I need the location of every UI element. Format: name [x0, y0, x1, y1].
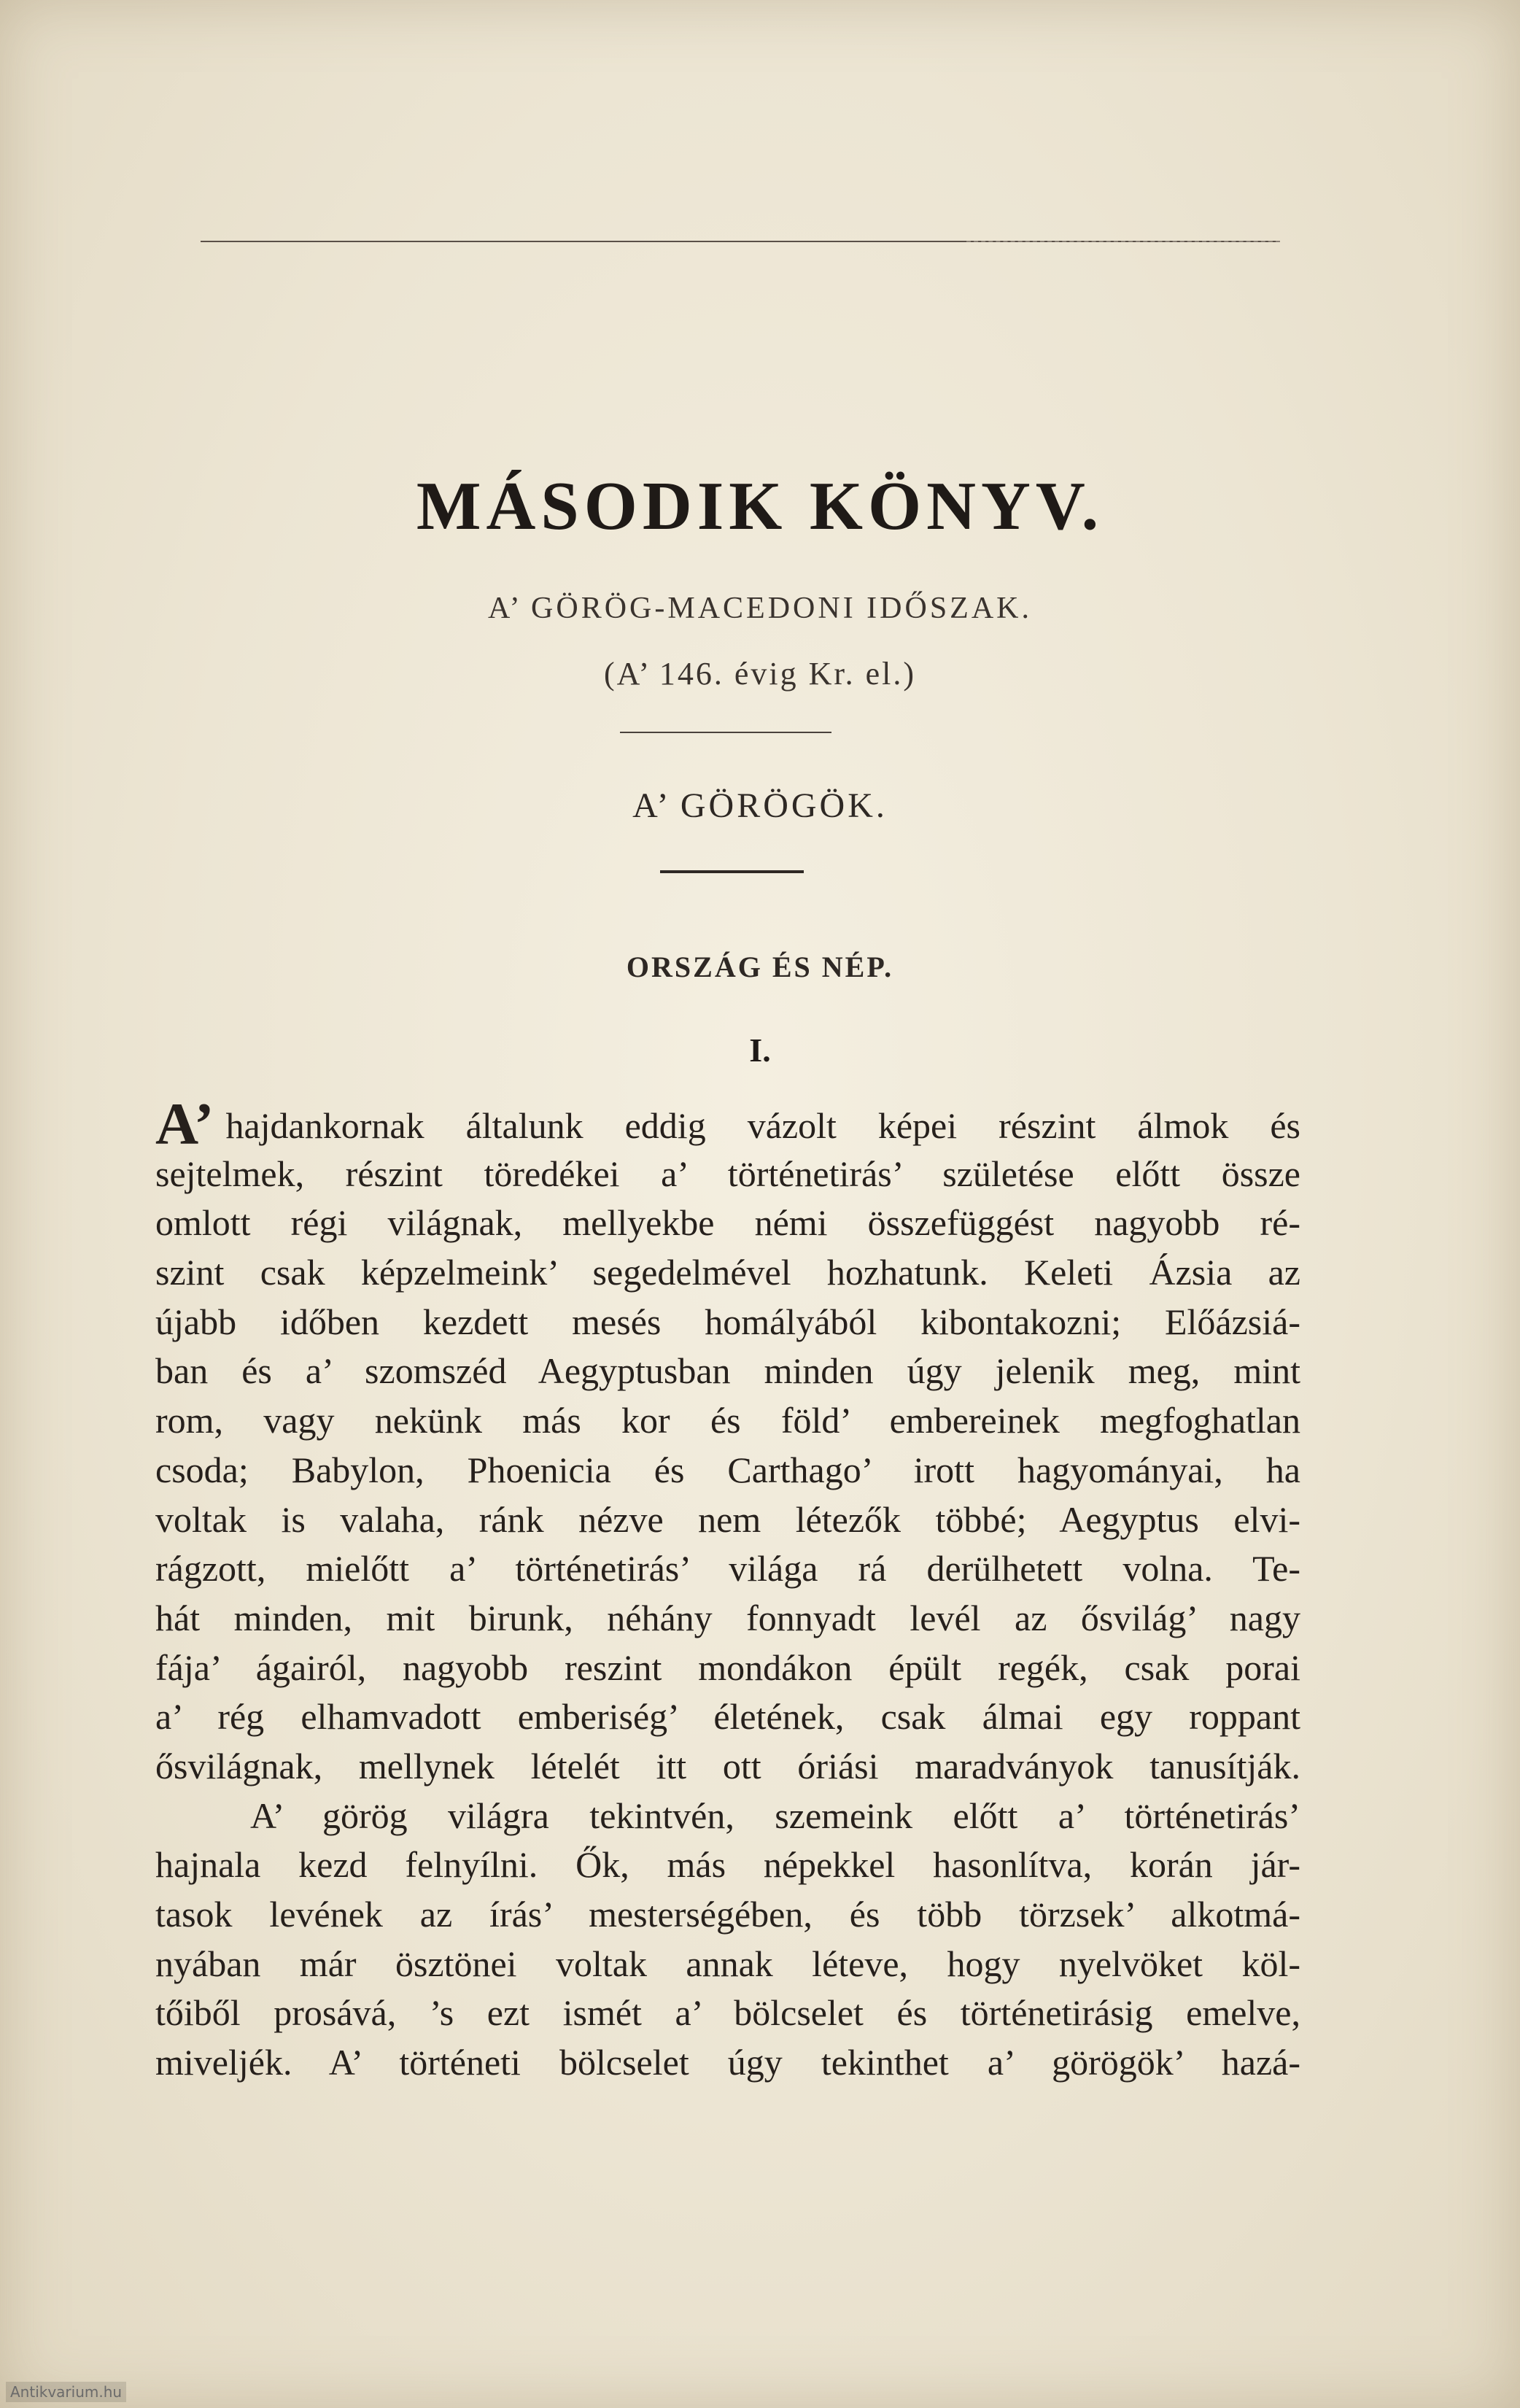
date-range: (A’ 146. évig Kr. el.) — [603, 656, 917, 692]
subsection-title: ORSZÁG ÉS NÉP. — [626, 951, 894, 983]
text-line — [155, 1091, 1300, 1157]
body-text — [155, 1091, 1300, 2088]
text-line: csoda; Babylon, Phoenicia és Carthago’ irott hagyományai, ha — [155, 1449, 1300, 1490]
text-line: szint csak képzelmeink’ segedelmével hozhatunk. Keleti Ázsia az — [155, 1252, 1300, 1293]
text-line: ban és a’ szomszéd Aegyptusban minden úgy jelenik meg, mint — [155, 1350, 1300, 1392]
text-line: rom, vagy nekünk más kor és föld’ embereinek megfoghatlan — [155, 1400, 1300, 1441]
section-title: A’ GÖRÖGÖK. — [632, 786, 888, 825]
text-line: ősvilágnak, mellynek lételét itt ott óriási maradványok tanusítják. — [155, 1745, 1300, 1786]
text-line: nyában már ösztönei voltak annak léteve, hogy nyelvöket köl- — [155, 1943, 1300, 1984]
chapter-number: I. — [749, 1031, 771, 1069]
text-line: hát minden, mit birunk, néhány fonnyadt levél az ősvilág’ nagy — [155, 1597, 1300, 1638]
watermark: Antikvarium.hu — [6, 2382, 126, 2402]
text-line: rágzott, mielőtt a’ történetirás’ világa rá derülhetett volna. Te- — [155, 1548, 1300, 1590]
text-line-content: hajdankornak általunk eddig vázolt képei részint álmok és — [225, 1105, 1300, 1146]
divider-rule-thick — [660, 870, 804, 873]
text-line: újabb időben kezdett mesés homályából kibontakozni; Előázsiá- — [155, 1301, 1300, 1342]
drop-letter: A’ — [155, 1091, 214, 1157]
text-line: a’ rég elhamvadott emberiség’ életének, csak álmai egy roppant — [155, 1696, 1300, 1738]
book-title: MÁSODIK KÖNYV. — [416, 468, 1104, 544]
text-line: sejtelmek, részint töredékei a’ történetirás’ születése előtt össze — [155, 1153, 1300, 1194]
period-title: A’ GÖRÖG-MACEDONI IDŐSZAK. — [487, 592, 1033, 625]
text-line: miveljék. A’ történeti bölcselet úgy tekinthet a’ görögök’ hazá- — [155, 2042, 1300, 2083]
text-line: tasok levének az írás’ mesterségében, és több törzsek’ alkotmá- — [155, 1894, 1300, 1935]
text-line: omlott régi világnak, mellyekbe némi összefüggést nagyobb ré- — [155, 1202, 1300, 1244]
text-line-indented: A’ görög világra tekintvén, szemeink előtt a’ történetirás’ — [250, 1795, 1300, 1836]
text-line: fája’ ágairól, nagyobb reszint mondákon épült regék, csak porai — [155, 1646, 1300, 1688]
divider-rule-thin — [620, 732, 831, 733]
top-rule — [201, 241, 1280, 242]
text-line: tőiből prosává, ’s ezt ismét a’ bölcselet és történetirásig emelve, — [155, 1992, 1300, 2034]
text-line: hajnala kezd felnyílni. Ők, más népekkel hasonlítva, korán jár- — [155, 1844, 1300, 1886]
text-line: voltak is valaha, ránk nézve nem létezők többé; Aegyptus elvi- — [155, 1498, 1300, 1540]
